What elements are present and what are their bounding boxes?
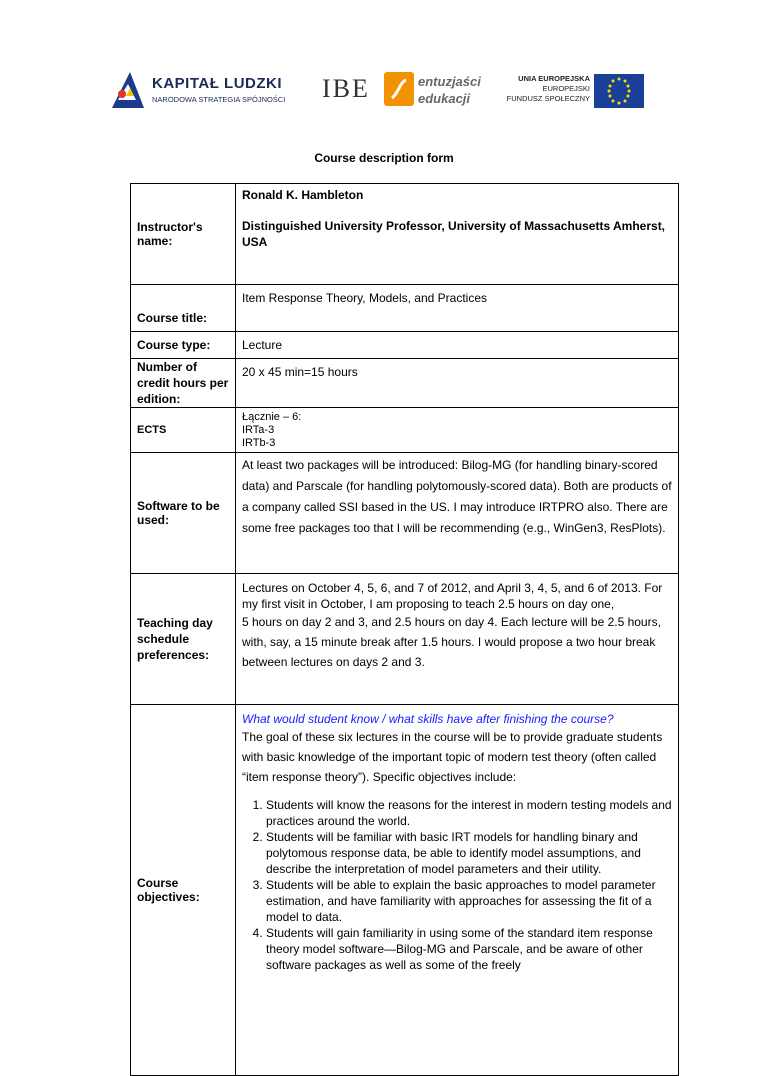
software-value: At least two packages will be introduced: Bilog-MG (for handling binary-scored data) and Parscale (for handling polytomously-scored data). Both are products of a company called SSI based in the US. I may introduce IRTPRO also. There are some free packages too that I will be recommending (e.g., WinGen3, ResPlots).	[236, 453, 679, 574]
ibe-logo	[322, 70, 492, 110]
schedule-text-1: Lectures on October 4, 5, 6, and 7 of 2012, and April 3, 4, 5, and 6 of 2013. For my first visit in October, I am proposing to teach 2.5 hours on day one,	[242, 581, 663, 611]
ects-label: ECTS	[131, 408, 236, 453]
objectives-value	[236, 705, 679, 1076]
row-software	[131, 453, 679, 574]
row-course-type	[131, 332, 679, 359]
page-title: Course description form	[314, 151, 454, 165]
course-type-label: Course type:	[131, 332, 236, 359]
objectives-intro: The goal of these six lectures in the course will be to provide graduate students with basic knowledge of the important topic of modern test theory (often called “item response theory”). Specific objectives include:	[242, 730, 663, 784]
objectives-label: Course objectives:	[131, 705, 236, 1076]
objective-item: 2. Students will be familiar with basic IRT models for handling binary and polytomous response data, be able to identify model assumptions, and describe the interpretation of model parameters and their utility.	[266, 829, 672, 877]
eu-line-1: UNIA EUROPEJSKA	[518, 74, 590, 83]
course-title-value: Item Response Theory, Models, and Practices	[236, 285, 679, 332]
ibe-name: IBE	[322, 74, 370, 103]
credit-hours-value: 20 x 45 min=15 hours	[236, 359, 679, 408]
objective-item: 3. Students will be able to explain the basic approaches to model parameter estimation, and have familiarity with approaches for assessing the fit of a model to data.	[266, 877, 672, 925]
row-schedule	[131, 574, 679, 705]
instructor-value	[236, 184, 679, 285]
kapital-ludzki-title: KAPITAŁ LUDZKI	[152, 75, 283, 92]
ects-value	[236, 408, 679, 453]
schedule-text-2: 5 hours on day 2 and 3, and 2.5 hours on day 4. Each lecture will be 2.5 hours, with, say, a 15 minute break after 1.5 hours. I would propose a two hour break between lectures on days 2 and 3.	[242, 615, 661, 669]
ibe-emblem-icon	[384, 72, 414, 106]
row-ects	[131, 408, 679, 453]
objective-item: 1. Students will know the reasons for the interest in modern testing models and practices around the world.	[266, 797, 672, 829]
ects-line-2: IRTa-3	[242, 423, 275, 436]
schedule-label: Teaching day schedule preferences:	[131, 574, 236, 705]
credit-hours-label: Number of credit hours per edition:	[131, 359, 236, 408]
eu-line-3: FUNDUSZ SPOŁECZNY	[506, 94, 590, 103]
ibe-tagline-2: edukacji	[418, 91, 471, 106]
logo-strip	[0, 70, 768, 110]
software-label: Software to be used:	[131, 453, 236, 574]
schedule-value	[236, 574, 679, 705]
eu-logo	[508, 74, 648, 108]
eu-flag-icon	[594, 74, 644, 108]
instructor-label: Instructor's name:	[131, 184, 236, 285]
instructor-affiliation: Distinguished University Professor, University of Massachusetts Amherst, USA	[242, 219, 666, 249]
ects-line-1: Łącznie – 6:	[242, 410, 302, 423]
row-objectives	[131, 705, 679, 1076]
course-form-table	[130, 183, 679, 1076]
ects-line-3: IRTb-3	[242, 436, 276, 449]
eu-line-2: EUROPEJSKI	[542, 84, 590, 93]
course-type-value: Lecture	[236, 332, 679, 359]
kapital-ludzki-subtitle: NARODOWA STRATEGIA SPÓJNOŚCI	[152, 95, 286, 104]
ibe-tagline-1: entuzjaści	[418, 74, 481, 89]
objectives-list	[242, 797, 672, 973]
objectives-question: What would student know / what skills have after finishing the course?	[242, 712, 614, 726]
row-instructor	[131, 184, 679, 285]
row-credit-hours	[131, 359, 679, 408]
row-course-title	[131, 285, 679, 332]
kapital-ludzki-logo	[110, 70, 285, 110]
objective-item: 4. Students will gain familiarity in using some of the standard item response theory model software—Bilog-MG and Parscale, and be aware of other software packages as well as some of the freely	[266, 925, 672, 973]
course-title-label: Course title:	[131, 285, 236, 332]
kapital-ludzki-emblem-icon	[110, 70, 148, 110]
instructor-name: Ronald K. Hambleton	[242, 188, 364, 202]
